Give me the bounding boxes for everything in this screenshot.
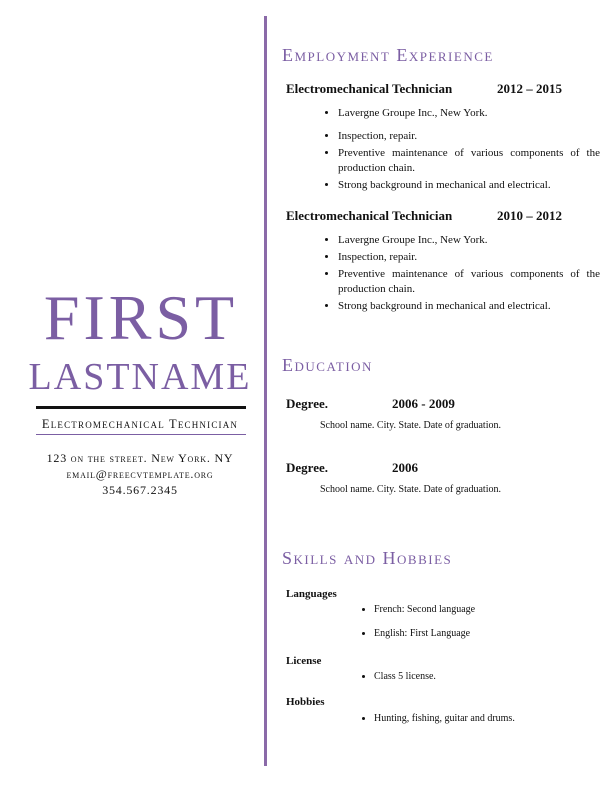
job-years: 2012 – 2015: [497, 81, 562, 96]
degree: Degree.: [286, 460, 328, 475]
list-item: • Inspection, repair.: [338, 250, 600, 265]
list-item: • Strong background in mechanical and electrical.: [338, 299, 600, 314]
name-rule: [36, 406, 246, 409]
job-role: Electromechanical Technician: [286, 208, 453, 223]
job-bullets: [318, 106, 600, 195]
list-item: • Lavergne Groupe Inc., New York.: [338, 233, 600, 248]
skill-list: [354, 604, 475, 639]
education-title: Education: [282, 355, 373, 375]
education-years: 2006 - 2009: [392, 396, 455, 411]
list-item: • Preventive maintenance of various components of the production chain.: [338, 267, 600, 297]
job-bullets: [318, 233, 600, 316]
job-title: Electromechanical Technician: [41, 417, 239, 431]
skill-list: [354, 671, 436, 682]
title-rule: [36, 434, 246, 435]
skill-label-hobbies: Hobbies: [286, 696, 325, 708]
education-detail: School name. City. State. Date of graduation.: [320, 484, 501, 495]
job-years: 2010 – 2012: [497, 208, 562, 223]
address: 123 on the street. New York. NY: [46, 451, 234, 465]
list-item: • Class 5 license.: [374, 671, 436, 682]
list-item: • Lavergne Groupe Inc., New York.: [338, 106, 600, 121]
list-item: • Strong background in mechanical and electrical.: [338, 178, 600, 193]
column-divider: [264, 16, 267, 766]
contact-block: [20, 450, 260, 498]
last-name: LASTNAME: [28, 356, 252, 398]
education-detail: School name. City. State. Date of graduation.: [320, 420, 501, 431]
skill-label-languages: Languages: [286, 588, 337, 600]
first-name: FIRST: [43, 282, 239, 353]
job-role: Electromechanical Technician: [286, 81, 453, 96]
list-item: • Preventive maintenance of various components of the production chain.: [338, 146, 600, 176]
education-years: 2006: [392, 460, 418, 475]
employment-title: Employment Experience: [282, 45, 494, 65]
education-heading: [286, 396, 455, 412]
skill-label-license: License: [286, 655, 322, 667]
skill-list: [354, 713, 515, 724]
degree: Degree.: [286, 396, 328, 411]
skills-title: Skills and Hobbies: [282, 548, 453, 568]
list-item: • Inspection, repair.: [338, 129, 600, 144]
email: email@freecvtemplate.org: [66, 467, 214, 481]
list-item: • English: First Language: [374, 628, 475, 639]
job-heading: [286, 81, 562, 97]
phone: 354.567.2345: [102, 483, 178, 497]
job-heading: [286, 208, 562, 224]
list-item: • French: Second language: [374, 604, 475, 615]
education-heading: [286, 460, 418, 476]
list-item: • Hunting, fishing, guitar and drums.: [374, 713, 515, 724]
